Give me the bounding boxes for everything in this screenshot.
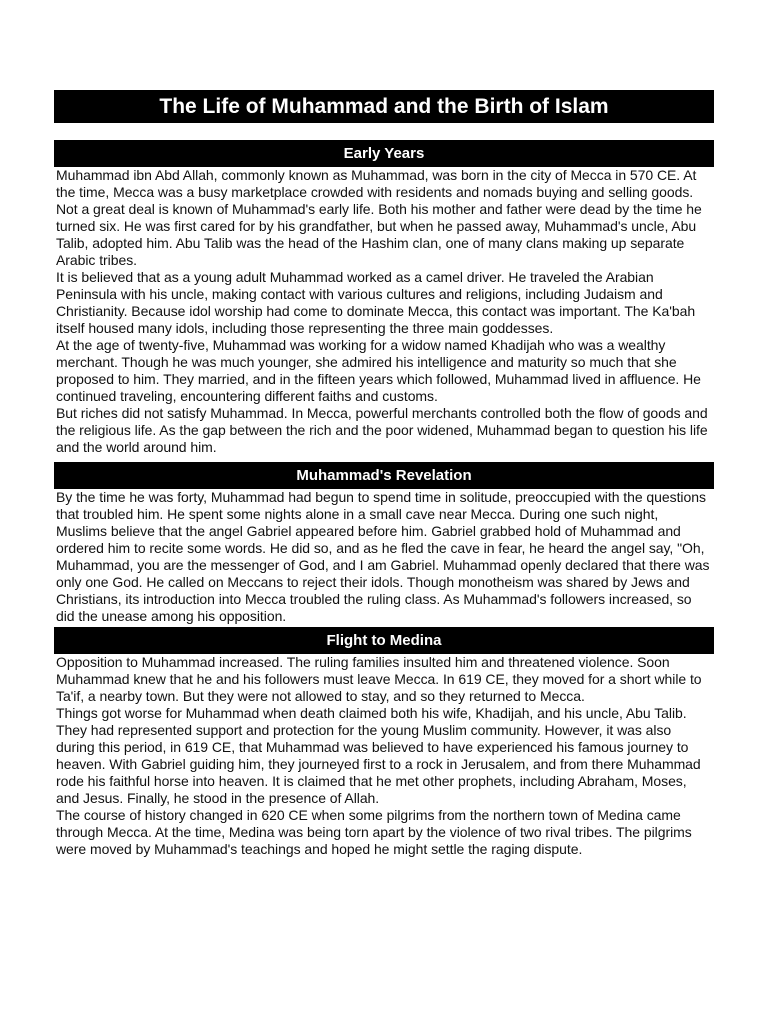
paragraph: But riches did not satisfy Muhammad. In Mecca, powerful merchants controlled both the flow of goods and the religious life. As the gap between the rich and the poor widened, Muhammad began to question his life and the world around him. [56,405,708,455]
paragraph: Things got worse for Muhammad when death claimed both his wife, Khadijah, and his uncle, Abu Talib. They had represented support and protection for the young Muslim community. However, it was also during this period, in 619 CE, that Muhammad was believed to have experienced his famous journey to heaven. With Gabriel guiding him, they journeyed first to a rock in Jerusalem, and from there Muhammad rode his faithful horse into heaven. It is claimed that he met other prophets, including Abraham, Moses, and Jesus. Finally, he stood in the presence of Allah. [56,705,701,806]
paragraph: The course of history changed in 620 CE when some pilgrims from the northern town of Medina came through Mecca. At the time, Medina was being torn apart by the violence of two rival tribes. The pilgrims were moved by Muhammad's teachings and hoped he might settle the raging dispute. [56,807,692,857]
section-early-years [54,140,714,462]
section-revelation [54,462,714,627]
paragraph: Muhammad ibn Abd Allah, commonly known as Muhammad, was born in the city of Mecca in 570 CE. At the time, Mecca was a busy marketplace crowded with residents and nomads buying and selling goods. Not a great deal is known of Muhammad's early life. Both his mother and father were dead by the time he turned six. He was first cared for by his grandfather, but when he passed away, Muhammad's uncle, Abu Talib, adopted him. Abu Talib was the head of the Hashim clan, one of many clans making up separate Arabic tribes. [56,167,702,268]
section-body-early-years [54,167,714,462]
section-heading-early-years: Early Years [54,140,714,167]
section-heading-flight-to-medina: Flight to Medina [54,627,714,654]
section-flight-to-medina [54,627,714,858]
paragraph: It is believed that as a young adult Muhammad worked as a camel driver. He traveled the Arabian Peninsula with his uncle, making contact with various cultures and religions, including Judaism and Christianity. Because idol worship had come to dominate Mecca, this contact was important. The Ka'bah itself housed many idols, including those representing the three main goddesses. [56,269,696,336]
document-page [54,90,714,858]
paragraph: At the age of twenty-five, Muhammad was working for a widow named Khadijah who was a wealthy merchant. Though he was much younger, she admired his intelligence and maturity so much that she proposed to him. They married, and in the fifteen years which followed, Muhammad lived in affluence. He continued traveling, encountering different faiths and customs. [56,337,701,404]
section-body-revelation [54,489,714,627]
section-body-flight-to-medina [54,654,714,858]
paragraph: Opposition to Muhammad increased. The ruling families insulted him and threatened violence. Soon Muhammad knew that he and his followers must leave Mecca. In 619 CE, they moved for a short while to Ta'if, a nearby town. But they were not allowed to stay, and so they returned to Mecca. [56,654,702,704]
paragraph: By the time he was forty, Muhammad had begun to spend time in solitude, preoccupied with the questions that troubled him. He spent some nights alone in a small cave near Mecca. During one such night, Muslims believe that the angel Gabriel appeared before him. Gabriel grabbed hold of Muhammad and ordered him to recite some words. He did so, and as he fled the cave in fear, he heard the angel say, "Oh, Muhammad, you are the messenger of God, and I am Gabriel. Muhammad openly declared that there was only one God. He called on Meccans to reject their idols. Though monotheism was shared by Jews and Christians, its introduction into Mecca troubled the ruling class. As Muhammad's followers increased, so did the unease among his opposition. [56,489,710,624]
section-heading-revelation: Muhammad's Revelation [54,462,714,489]
document-title: The Life of Muhammad and the Birth of Islam [54,90,714,123]
